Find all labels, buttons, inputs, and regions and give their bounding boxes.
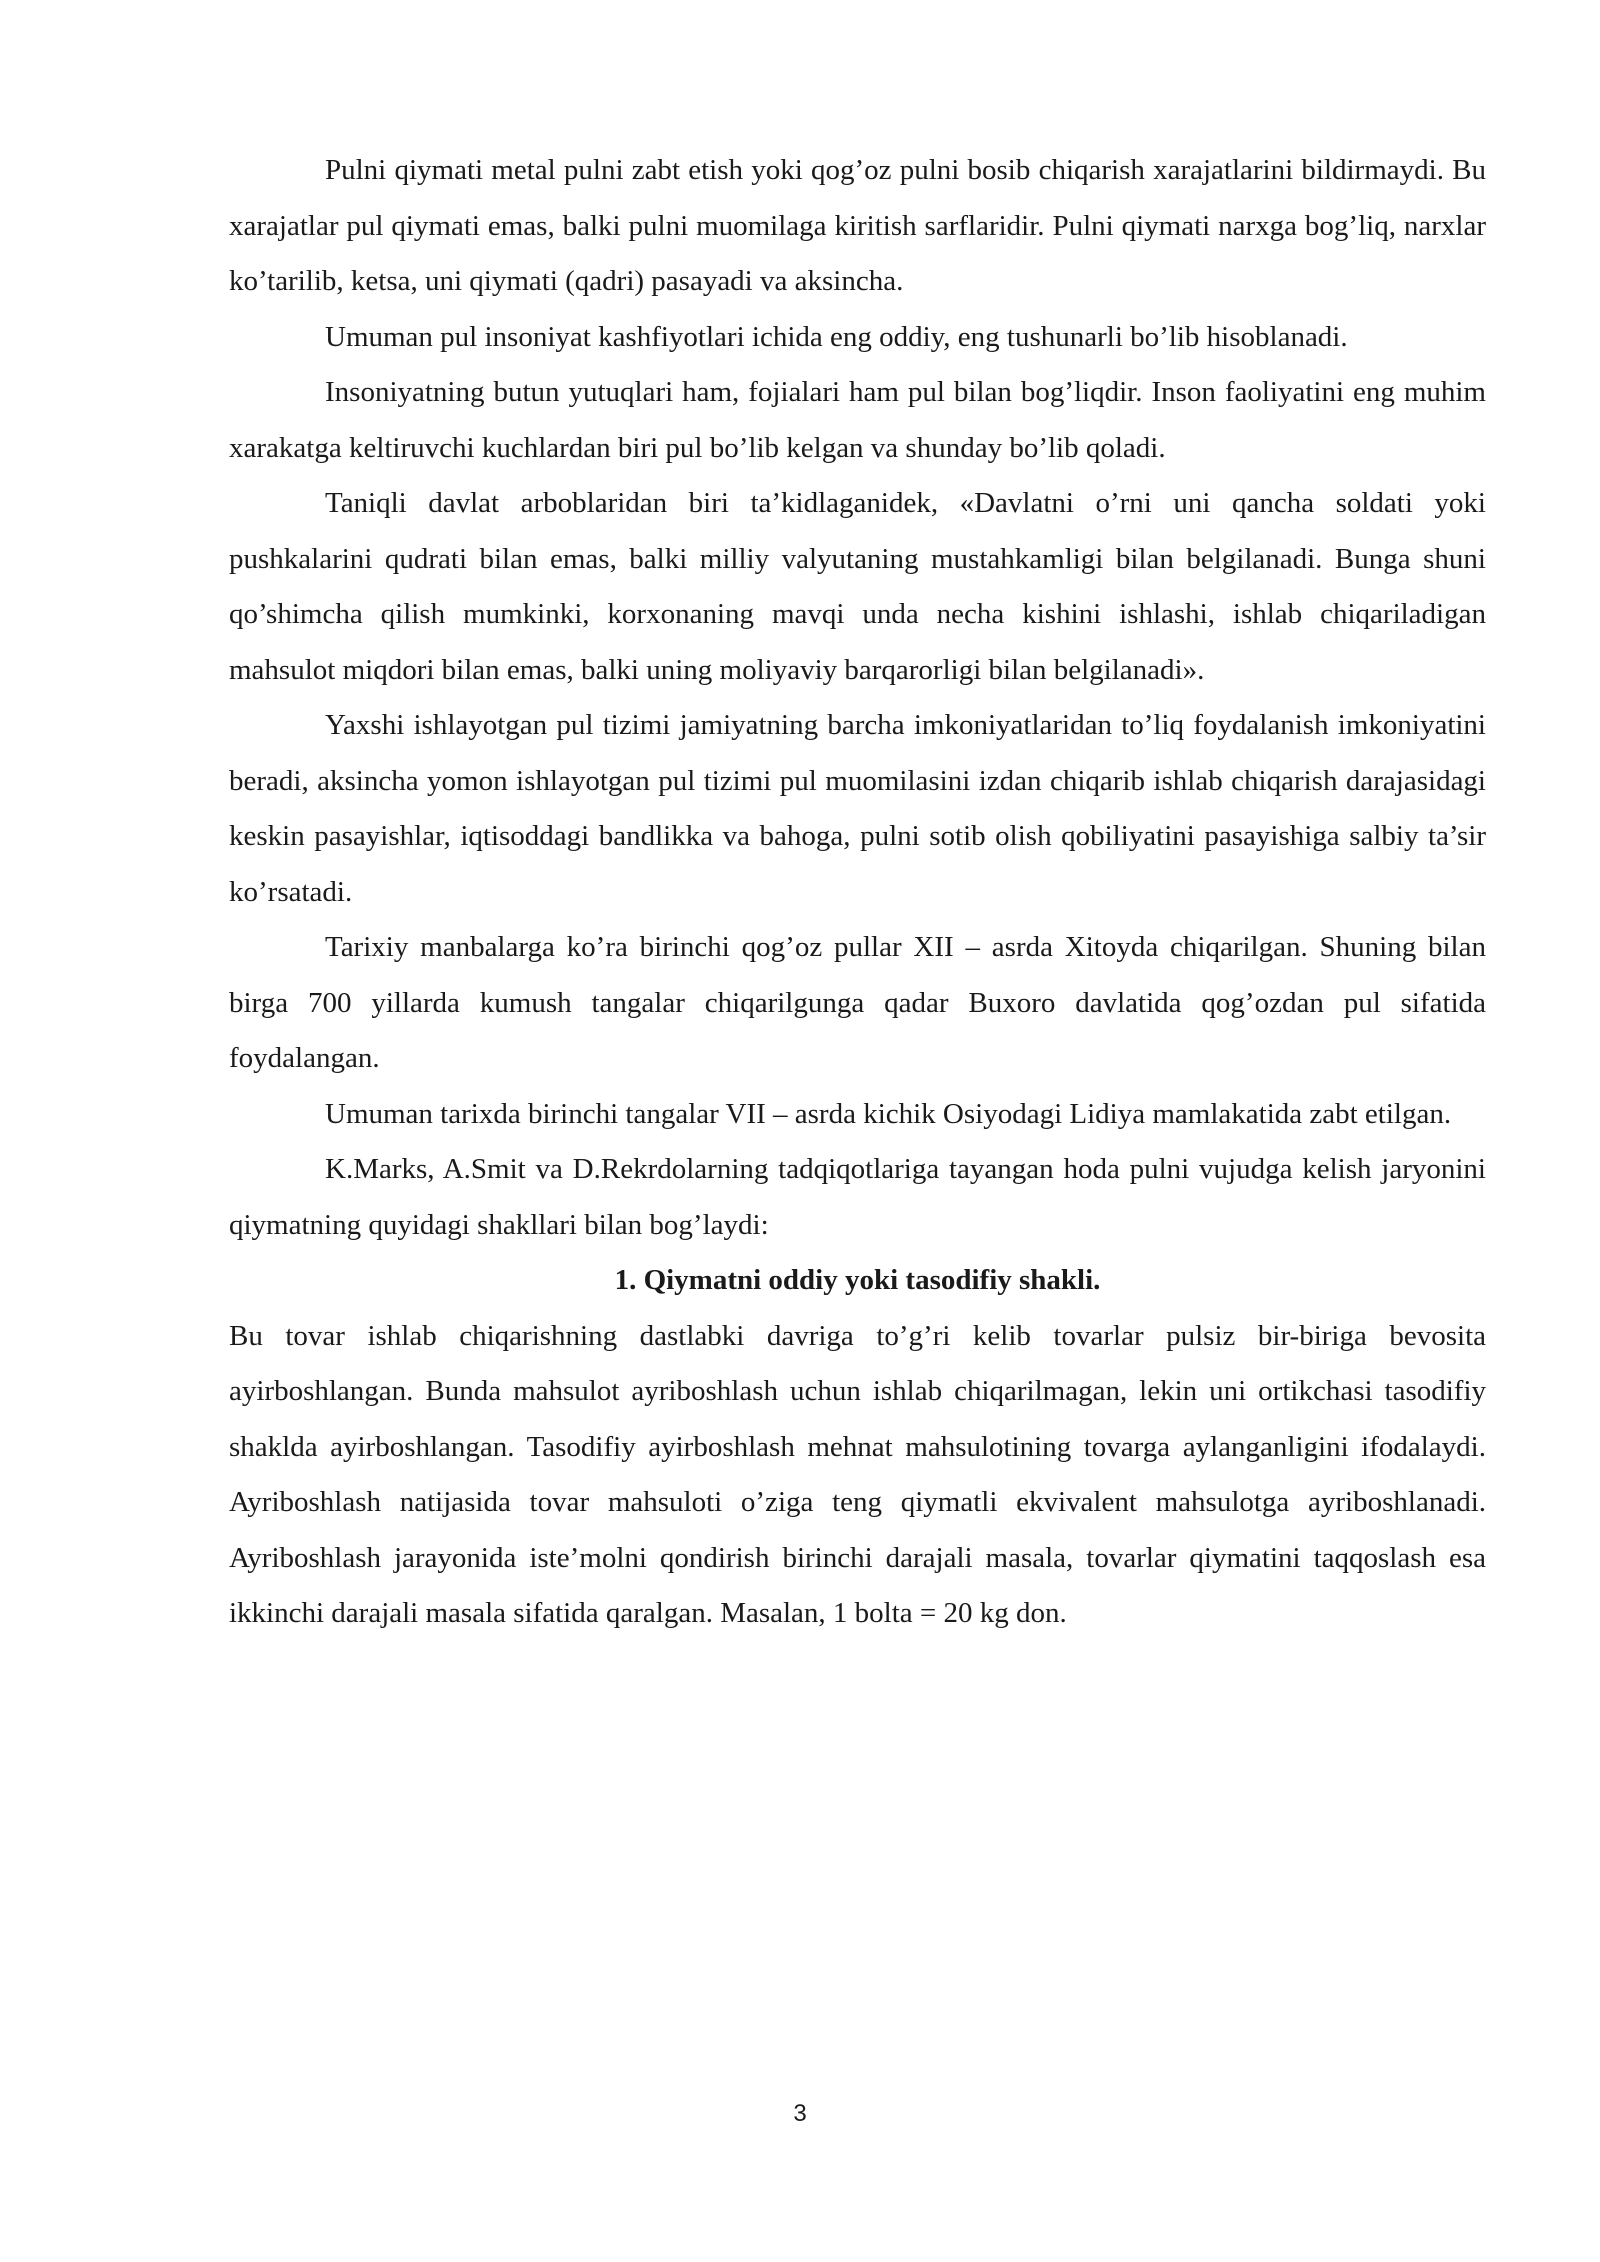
paragraph: Umuman tarixda birinchi tangalar VII – asrda kichik Osiyodagi Lidiya mamlakatida zabt etilgan. [325, 1097, 1452, 1130]
paragraph: Taniqli davlat arboblaridan biri ta’kidlaganidek, «Davlatni o’rni uni qancha soldati yoki pushkalarini qudrati bilan emas, balki milliy valyutaning mustahkamligi bilan belgilanadi. Bunga shuni qo’shimcha qilish mumkinki, korxonaning mavqi unda necha kishini ishlashi, ishlab chiqariladigan mahsulot miqdori bilan emas, balki uning moliyaviy barqarorligi bilan belgilanadi». [229, 487, 1486, 686]
document-body [229, 143, 1486, 1642]
paragraph: K.Marks, A.Smit va D.Rekrdolarning tadqiqotlariga tayangan hoda pulni vujudga kelish jaryonini qiymatning quyidagi shakllari bilan bog’laydi: [229, 1153, 1486, 1241]
section-heading: 1. Qiymatni oddiy yoki tasodifiy shakli. [614, 1264, 1101, 1296]
paragraph: Umuman pul insoniyat kashfiyotlari ichida eng oddiy, eng tushunarli bo’lib hisoblanadi. [325, 320, 1348, 353]
paragraph: Yaxshi ishlayotgan pul tizimi jamiyatning barcha imkoniyatlaridan to’liq foydalanish imkoniyatini beradi, aksincha yomon ishlayotgan pul tizimi pul muomilasini izdan chiqarib ishlab chiqarish darajasidagi keskin pasayishlar, iqtisoddagi bandlikka va bahoga, pulni sotib olish qobiliyatini pasayishiga salbiy ta’sir ko’rsatadi. [229, 709, 1486, 908]
page-number: 3 [793, 2100, 807, 2127]
paragraph: Insoniyatning butun yutuqlari ham, fojialari ham pul bilan bog’liqdir. Inson faoliyatini eng muhim xarakatga keltiruvchi kuchlardan biri pul bo’lib kelgan va shunday bo’lib qoladi. [229, 376, 1486, 464]
paragraph: Bu tovar ishlab chiqarishning dastlabki davriga to’g’ri kelib tovarlar pulsiz bir-biriga bevosita ayirboshlangan. Bunda mahsulot ayriboshlash uchun ishlab chiqarilmagan, lekin uni ortikchasi tasodifiy shaklda ayirboshlangan. Tasodifiy ayirboshlash mehnat mahsulotining tovarga aylanganligini ifodalaydi. Ayriboshlash natijasida tovar mahsuloti o’ziga teng qiymatli ekvivalent mahsulotga ayriboshlanadi. Ayriboshlash jarayonida iste’molni qondirish birinchi darajali masala, tovarlar qiymatini taqqoslash esa ikkinchi darajali masala sifatida qaralgan. Masalan, 1 bolta = 20 kg don. [229, 1319, 1486, 1629]
paragraph: Pulni qiymati metal pulni zabt etish yoki qog’oz pulni bosib chiqarish xarajatlarini bildirmaydi. Bu xarajatlar pul qiymati emas, balki pulni muomilaga kiritish sarflaridir. Pulni qiymati narxga bog’liq, narxlar ko’tarilib, ketsa, uni qiymati (qadri) pasayadi va aksincha. [229, 154, 1486, 297]
paragraph: Tarixiy manbalarga ko’ra birinchi qog’oz pullar XII – asrda Xitoyda chiqarilgan. Shuning bilan birga 700 yillarda kumush tangalar chiqarilgunga qadar Buxoro davlatida qog’ozdan pul sifatida foydalangan. [229, 931, 1486, 1074]
